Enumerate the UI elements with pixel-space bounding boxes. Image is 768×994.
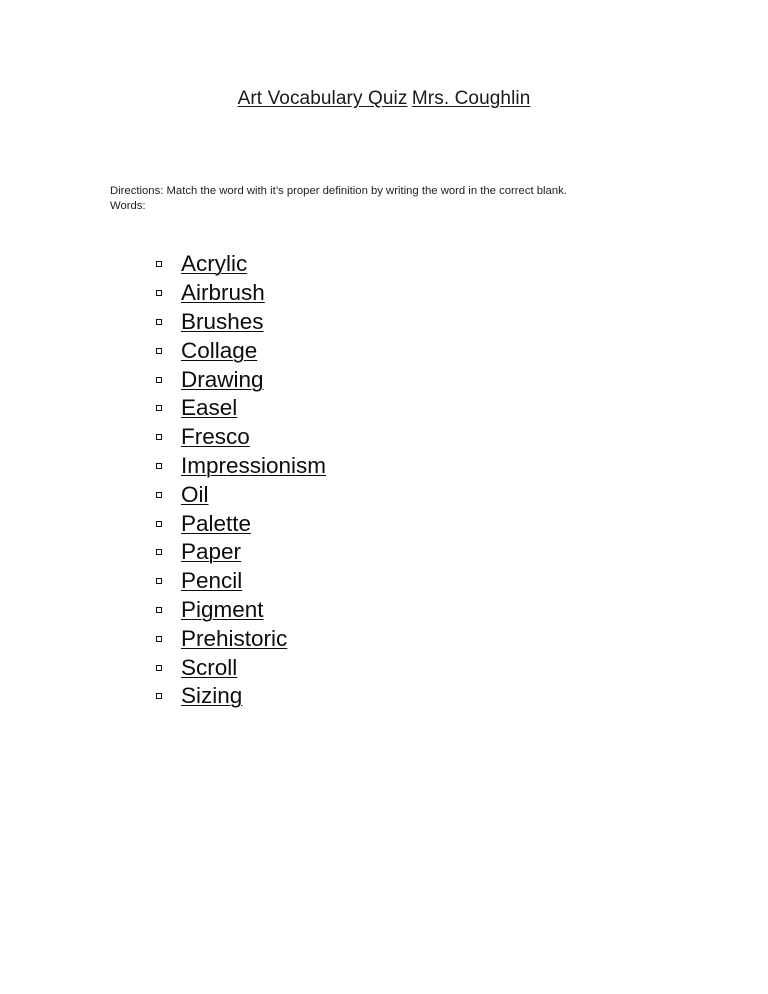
vocabulary-word: Airbrush <box>181 280 265 306</box>
square-bullet-box <box>156 636 162 642</box>
list-item <box>156 596 326 625</box>
square-bullet-icon <box>156 377 164 385</box>
list-item <box>156 365 326 394</box>
square-bullet-box <box>156 348 162 354</box>
square-bullet-icon <box>156 636 164 644</box>
vocabulary-word: Pencil <box>181 568 243 594</box>
directions-text: Directions: Match the word with it’s proper definition by writing the word in the correct blank. <box>110 185 567 197</box>
list-item <box>156 682 326 711</box>
square-bullet-box <box>156 665 162 671</box>
square-bullet-icon <box>156 578 164 586</box>
vocabulary-word: Oil <box>181 481 209 507</box>
square-bullet-icon <box>156 492 164 500</box>
list-item <box>156 423 326 452</box>
square-bullet-icon <box>156 463 164 471</box>
square-bullet-box <box>156 492 162 498</box>
square-bullet-icon <box>156 549 164 557</box>
square-bullet-box <box>156 693 162 699</box>
square-bullet-box <box>156 607 162 613</box>
square-bullet-icon <box>156 405 164 413</box>
square-bullet-icon <box>156 607 164 615</box>
square-bullet-icon <box>156 693 164 701</box>
square-bullet-box <box>156 521 162 527</box>
square-bullet-icon <box>156 521 164 529</box>
square-bullet-box <box>156 463 162 469</box>
vocabulary-word: Paper <box>181 539 242 565</box>
square-bullet-box <box>156 434 162 440</box>
vocabulary-word: Pigment <box>181 596 264 622</box>
square-bullet-icon <box>156 319 164 327</box>
list-item <box>156 452 326 481</box>
vocabulary-word: Palette <box>181 510 252 536</box>
list-item <box>156 279 326 308</box>
page-subtitle-author: Mrs. Coughlin <box>411 88 531 109</box>
vocabulary-word: Sizing <box>181 683 243 709</box>
directions-paragraph <box>110 184 642 214</box>
document-header <box>0 86 768 112</box>
page-title: Art Vocabulary Quiz <box>237 88 408 109</box>
vocabulary-word: Collage <box>181 337 258 363</box>
vocabulary-word: Brushes <box>181 308 264 334</box>
square-bullet-box <box>156 578 162 584</box>
vocabulary-word: Drawing <box>181 366 264 392</box>
vocabulary-word: Easel <box>181 395 238 421</box>
square-bullet-icon <box>156 665 164 673</box>
list-item <box>156 336 326 365</box>
list-item <box>156 653 326 682</box>
vocabulary-word-list <box>156 250 326 711</box>
list-item <box>156 538 326 567</box>
square-bullet-icon <box>156 434 164 442</box>
list-item <box>156 624 326 653</box>
square-bullet-box <box>156 290 162 296</box>
list-item <box>156 394 326 423</box>
list-item <box>156 308 326 337</box>
list-item <box>156 567 326 596</box>
vocabulary-word: Scroll <box>181 654 238 680</box>
square-bullet-icon <box>156 348 164 356</box>
square-bullet-box <box>156 549 162 555</box>
square-bullet-box <box>156 319 162 325</box>
list-item <box>156 250 326 279</box>
words-label: Words: <box>110 200 146 213</box>
vocabulary-word: Fresco <box>181 424 250 450</box>
vocabulary-word: Impressionism <box>181 452 327 478</box>
vocabulary-word: Acrylic <box>181 251 248 277</box>
vocabulary-word: Prehistoric <box>181 625 288 651</box>
square-bullet-box <box>156 377 162 383</box>
square-bullet-icon <box>156 290 164 298</box>
square-bullet-box <box>156 405 162 411</box>
list-item <box>156 509 326 538</box>
list-item <box>156 480 326 509</box>
square-bullet-box <box>156 261 162 267</box>
square-bullet-icon <box>156 261 164 269</box>
